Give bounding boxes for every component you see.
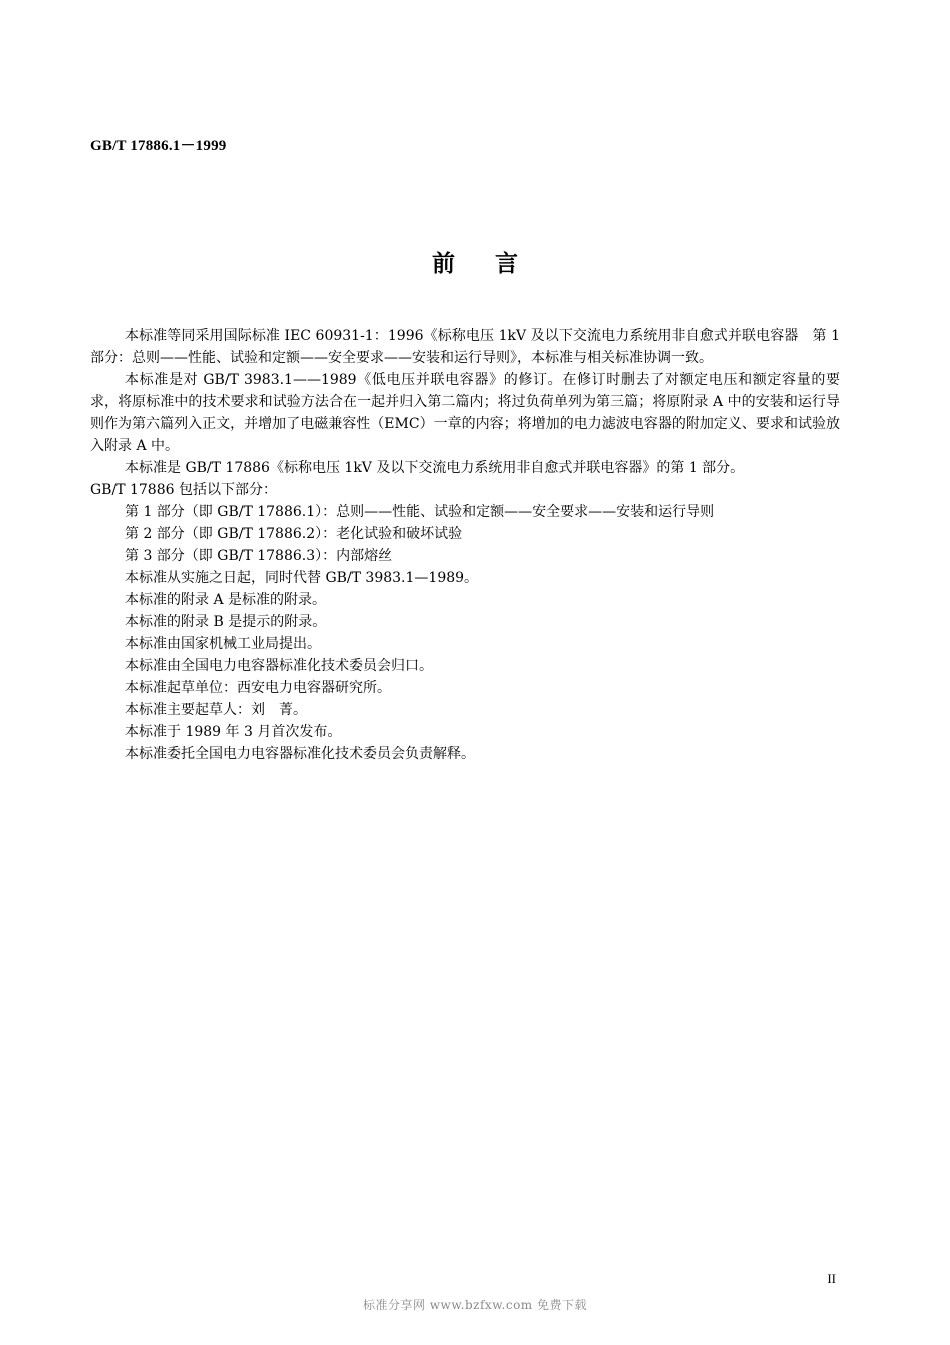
statement-main-drafter: 本标准主要起草人：刘 菁。 [125, 702, 307, 718]
list-item-part-1: 第 1 部分（即 GB/T 17886.1）：总则——性能、试验和定额——安全要求——安装和运行导则 [125, 504, 715, 520]
page-title: 前言 [432, 251, 558, 277]
statement-replaces: 本标准从实施之日起，同时代替 GB/T 3983.1—1989。 [125, 570, 479, 586]
paragraph-adoption: 本标准等同采用国际标准 IEC 60931-1：1996《标称电压 1kV 及以下交流电力系统用非自愈式并联电容器 第 1 部分：总则——性能、试验和定额——安全要求——安装和运行导则》，本标准与相关标准协调一致。 [90, 328, 840, 366]
page-number: II [827, 1271, 836, 1286]
list-item-part-2: 第 2 部分（即 GB/T 17886.2）：老化试验和破坏试验 [125, 526, 463, 542]
paragraph-part-of: 本标准是 GB/T 17886《标称电压 1kV 及以下交流电力系统用非自愈式并联电容器》的第 1 部分。 [125, 460, 745, 476]
statement-drafting-unit: 本标准起草单位：西安电力电容器研究所。 [125, 680, 391, 696]
statement-centralized-by: 本标准由全国电力电容器标准化技术委员会归口。 [125, 658, 433, 674]
statement-interpretation: 本标准委托全国电力电容器标准化技术委员会负责解释。 [125, 746, 475, 762]
statement-annex-a: 本标准的附录 A 是标准的附录。 [125, 592, 327, 608]
statement-annex-b: 本标准的附录 B 是提示的附录。 [125, 614, 327, 630]
watermark-text: 标准分享网 www.bzfxw.com 免费下载 [362, 1298, 588, 1312]
paragraph-parts-intro: GB/T 17886 包括以下部分： [90, 482, 277, 498]
statement-first-release: 本标准于 1989 年 3 月首次发布。 [125, 724, 342, 740]
document-body [90, 325, 840, 765]
statement-proposed-by: 本标准由国家机械工业局提出。 [125, 636, 321, 652]
list-item-part-3: 第 3 部分（即 GB/T 17886.3）：内部熔丝 [125, 548, 393, 564]
standard-number: GB/T 17886.1－1999 [90, 138, 227, 154]
paragraph-revision: 本标准是对 GB/T 3983.1——1989《低电压并联电容器》的修订。在修订时删去了对额定电压和额定容量的要求，将原标准中的技术要求和试验方法合在一起并归入第二篇内；将过负荷单列为第三篇；将原附录 A 中的安装和运行导则作为第六篇列入正文，并增加了电磁兼容性（EMC）一章的内容；将增加的电力滤波电容器的附加定义、要求和试验放入附录 A 中。 [90, 372, 840, 454]
